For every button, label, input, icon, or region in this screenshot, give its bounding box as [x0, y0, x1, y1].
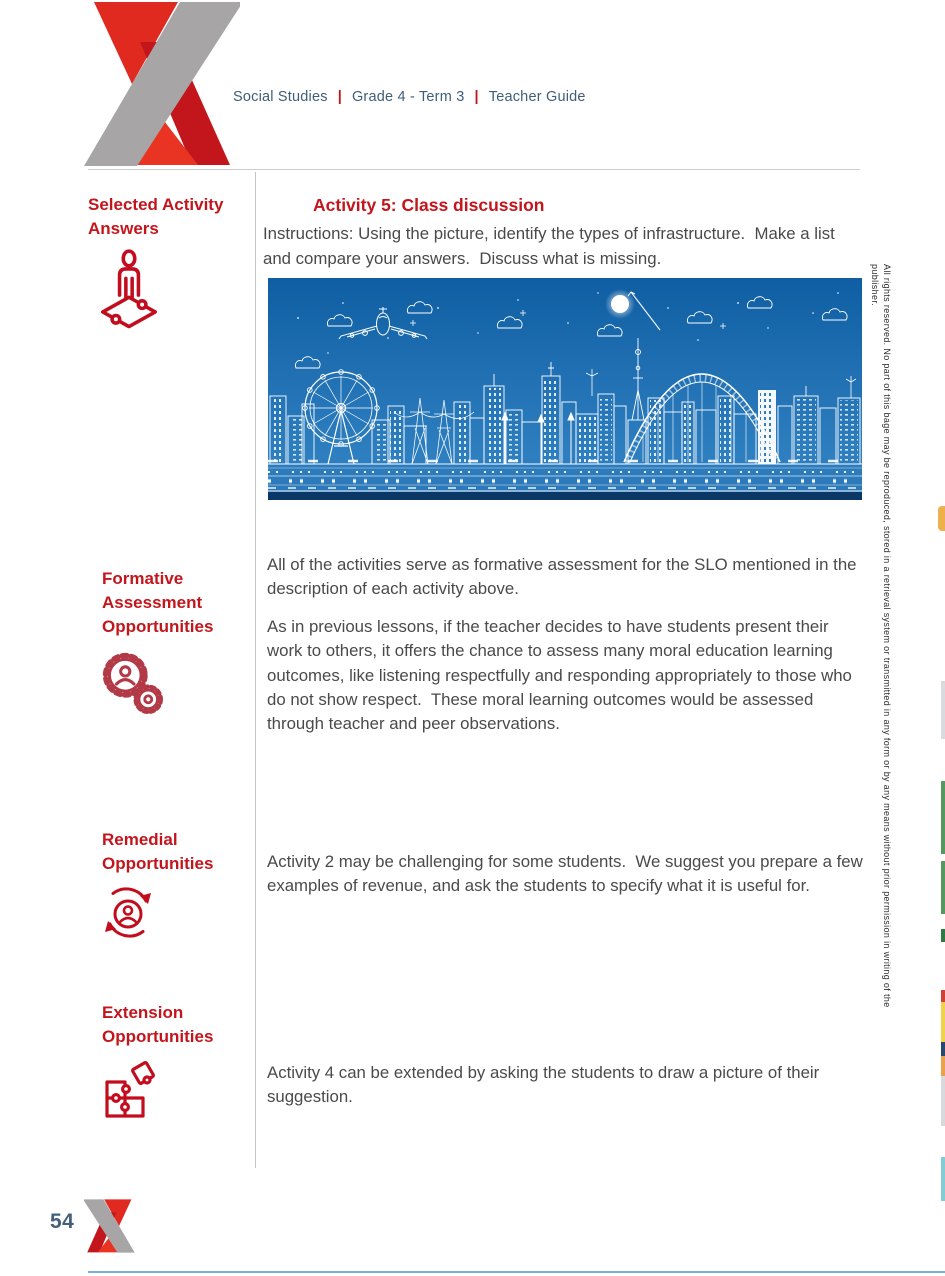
edge-color-strip — [941, 1056, 945, 1076]
footer-rule — [88, 1271, 945, 1273]
edge-color-strip — [941, 1076, 945, 1126]
edge-color-strip — [941, 929, 945, 942]
publisher-x-logo-small — [84, 1199, 136, 1253]
sidebar-heading-remedial: Remedial Opportunities — [102, 830, 214, 873]
edge-color-strip — [941, 1042, 945, 1056]
edge-color-strip — [941, 781, 945, 854]
page-number: 54 — [50, 1210, 75, 1233]
activity-instructions: Instructions: Using the picture, identify the types of infrastructure. Make a list and compare your answers. Discuss what is missing. — [263, 224, 840, 268]
publisher-x-logo — [80, 2, 240, 166]
breadcrumb-separator: | — [337, 89, 342, 105]
edge-color-strip — [941, 990, 945, 1002]
x-logo-icon — [80, 2, 240, 166]
edge-color-strip — [941, 1157, 945, 1201]
person-on-puzzle-icon — [93, 249, 165, 335]
breadcrumb — [233, 88, 586, 106]
x-logo-icon — [84, 1199, 136, 1253]
breadcrumb-subject: Social Studies — [233, 89, 328, 105]
person-refresh-icon — [100, 884, 156, 940]
city-skyline-illustration — [268, 278, 862, 500]
copyright-sidenote: All rights reserved. No part of this bage may be reproduced, stored in a retrieval system or transmitted in any form or by any means without prior permission in writing of the publisher. — [870, 264, 892, 1008]
edge-color-strip — [938, 506, 945, 531]
edge-color-strip — [941, 1002, 945, 1042]
formative-paragraph-2: As in previous lessons, if the teacher decides to have students present their work to others, it offers the chance to assess many moral education learning outcomes, like listening respectfully and responding appropriately to those who do not show respect. These moral learning outcomes would be assessed through teacher and peer observations. — [267, 617, 857, 734]
header-rule — [88, 169, 860, 170]
sidebar-heading-selected-activity-answers: Selected Activity Answers — [88, 195, 224, 238]
activity-title: Activity 5: Class discussion — [313, 195, 545, 215]
extension-paragraph: Activity 4 can be extended by asking the students to draw a picture of their suggestion. — [267, 1063, 824, 1107]
gears-person-icon — [99, 646, 169, 722]
remedial-paragraph: Activity 2 may be challenging for some students. We suggest you prepare a few examples of revenue, and ask the students to specify what it is useful for. — [267, 852, 868, 896]
breadcrumb-guide: Teacher Guide — [488, 89, 586, 105]
breadcrumb-grade-term: Grade 4 - Term 3 — [351, 89, 465, 105]
formative-paragraph-1: All of the activities serve as formative assessment for the SLO mentioned in the description of each activity above. — [267, 555, 862, 599]
breadcrumb-separator: | — [474, 89, 479, 105]
edge-color-strip — [941, 681, 945, 739]
puzzle-pieces-icon — [99, 1056, 161, 1122]
sidebar-heading-extension: Extension Opportunities — [102, 1003, 214, 1046]
sidebar-heading-formative-assessment: Formative Assessment Opportunities — [102, 569, 214, 636]
edge-color-strip — [941, 861, 945, 914]
